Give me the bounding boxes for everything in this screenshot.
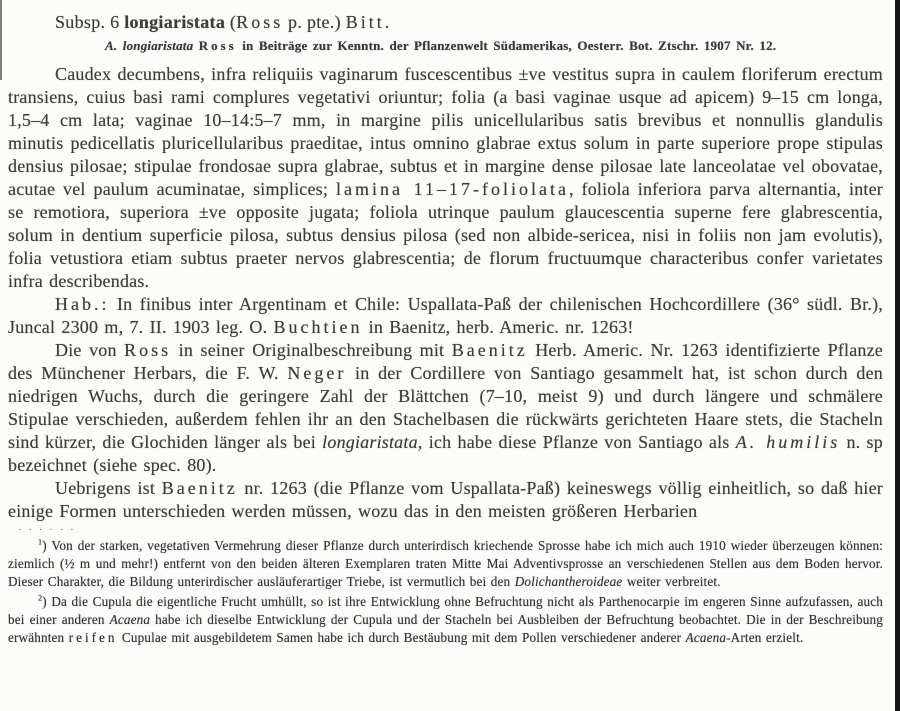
text-segment: longiaristata [322,432,418,452]
scan-edge-artifact-right [895,0,900,711]
text-segment: Die von [55,340,125,360]
text-segment: Ross [198,38,237,53]
text-segment: Caudex decumbens, infra reliquiis vaginarum fuscescentibus ±ve vestitus supra in caulem floriferum erectum transiens, cuius basi rami complures vegetativi oriuntur; folia (a basi vaginae usque ad apicem) 9–15 cm longa, 1,5–4 cm lata; vaginae 10–14:5–7 mm, in margine pilis unicellularibus satis brevibus et nonnullis glandulis minutis pedicellatis pluricellularibus praeditae, intus omnino glabrae extus solum in parte superiore prope stipulas densius pilosae; stipulae frondosae supra glabrae, subtus et in margine dense pilosae late lanceolatae vel obovatae, acutae vel paulum acuminatae, simplices; [8,64,883,199]
discussion-paragraph-1 [8,339,883,477]
text-segment: weiter verbreitet. [622,574,721,589]
text-segment: reifen [68,630,118,645]
text-segment: ( [225,12,237,32]
latin-description-paragraph [8,63,883,293]
text-segment: in Baenitz, herb. Americ. nr. 1263! [362,317,634,337]
habitat-paragraph [8,293,883,339]
synonymy-reference-line [8,38,883,54]
text-segment: In finibus inter Argentinam et Chile: Uspallata-Paß der chilenischen Hochcordillere (36° südl. Br.), Juncal 2300 m, 7. II. 1903 leg. O. [8,294,883,337]
scan-edge-artifact-left [0,0,2,80]
text-segment: 1 [38,537,43,547]
text-segment: Cupulae mit ausgebildetem Samen habe ich durch Bestäubung mit dem Pollen verschiedener anderer [117,630,686,645]
text-segment: longiaristata [124,12,226,32]
text-segment: Dolichantheroideae [514,574,623,589]
text-segment: p. pte.) [283,12,346,32]
text-segment: , ich habe diese Pflanze von Santiago als [417,432,736,452]
text-segment: Baenitz [161,478,238,498]
text-segment: nr. 1263 (die Pflanze vom Uspallata-Paß) keineswegs völlig einheitlich, so daß hier einige Formen unterschieden werden müssen, wozu das in den meisten größeren Herbarien [8,478,883,521]
text-segment: ) Da die Cupula die eigentliche Frucht umhüllt, so ist ihre Entwicklung ohne Befruchtung nicht als Parthenocarpie im engeren Sinne aufzufassen, auch bei einer anderen [8,594,883,627]
text-segment: Hab.: [55,294,110,314]
text-segment: , foliola inferiora parva alternantia, inter se remotiora, superiora ±ve opposite jugata; foliola utrinque paulum glaucescentia superne fere glabrescentia, solum in dentium superficie pilosa, subtus densius pilosa (sed non albide-sericea, nisi in foliis non jam evolutis), folia vetustiora etiam subtus praeter nervos glabrescentia; de florum fructuumque characteribus confer varietates infra describendas. [8,179,883,291]
footnote-2 [8,593,883,647]
text-segment: Neger [287,363,347,383]
text-segment: A. longiaristata [105,38,194,53]
text-segment: Ross [124,340,172,360]
text-segment: in Beiträge zur Kenntn. der Pflanzenwelt Südamerikas, Oesterr. Bot. Ztschr. 1907 Nr. 12. [236,38,777,53]
text-segment: Acaena [685,630,727,645]
subspecies-heading [55,10,883,34]
text-segment: in der Cordillere von Santiago gesammelt hat, ist schon durch den niedrigen Wuchs, durch die geringere Zahl der Blättchen (7–10, meist 9) und durch längere und schmälere Stipulae verschieden, außerdem fehlen ihr an den Stachelbasen die rückwärts gerichteten Haare stets, die Stacheln sind kürzer, die Glochiden länger als bei [8,363,884,452]
text-segment: Bitt. [345,12,393,32]
text-segment: in seiner Originalbeschreibung mit [171,340,452,360]
text-segment: A. humilis [735,432,841,452]
discussion-paragraph-2 [8,477,883,523]
text-segment: Buchtien [273,317,363,337]
text-segment: Uebrigens ist [55,478,162,498]
text-segment: Ross [236,12,284,32]
footnote-separator: · · · · · · [18,524,76,536]
text-segment: Baenitz [451,340,528,360]
text-segment: 2 [38,593,43,603]
text-segment: Herb. Americ. Nr. 1263 identifizierte Pflanze des Münchener Herbars, die F. W. [8,340,884,383]
text-segment: lamina 11–17-foliolata [335,179,569,199]
text-segment: habe ich dieselbe Entwicklung der Cupula und der Stacheln bei Ausbleiben der Befruchtung beobachtet. Die in der Beschreibung erwähnten [8,612,883,645]
text-segment: Subsp. 6 [55,12,125,32]
text-segment: -Arten erzielt. [726,630,804,645]
text-segment: n. sp bezeichnet (siehe spec. 80). [8,432,883,475]
footnote-1 [8,537,883,591]
text-segment: Acaena [109,612,151,627]
text-segment: ) Von der starken, vegetativen Vermehrung dieser Pflanze durch unterirdisch kriechende Sprosse habe ich mich auch 1910 wieder überzeugen können: ziemlich (½ m und mehr!) entfernt von den beiden älteren Exemplaren traten Mitte Mai Adventivsprosse an verschiedenen Stellen aus dem Boden hervor. Dieser Charakter, die Bildung unterirdischer ausläuferartiger Triebe, ist vermutlich bei den [8,538,883,589]
